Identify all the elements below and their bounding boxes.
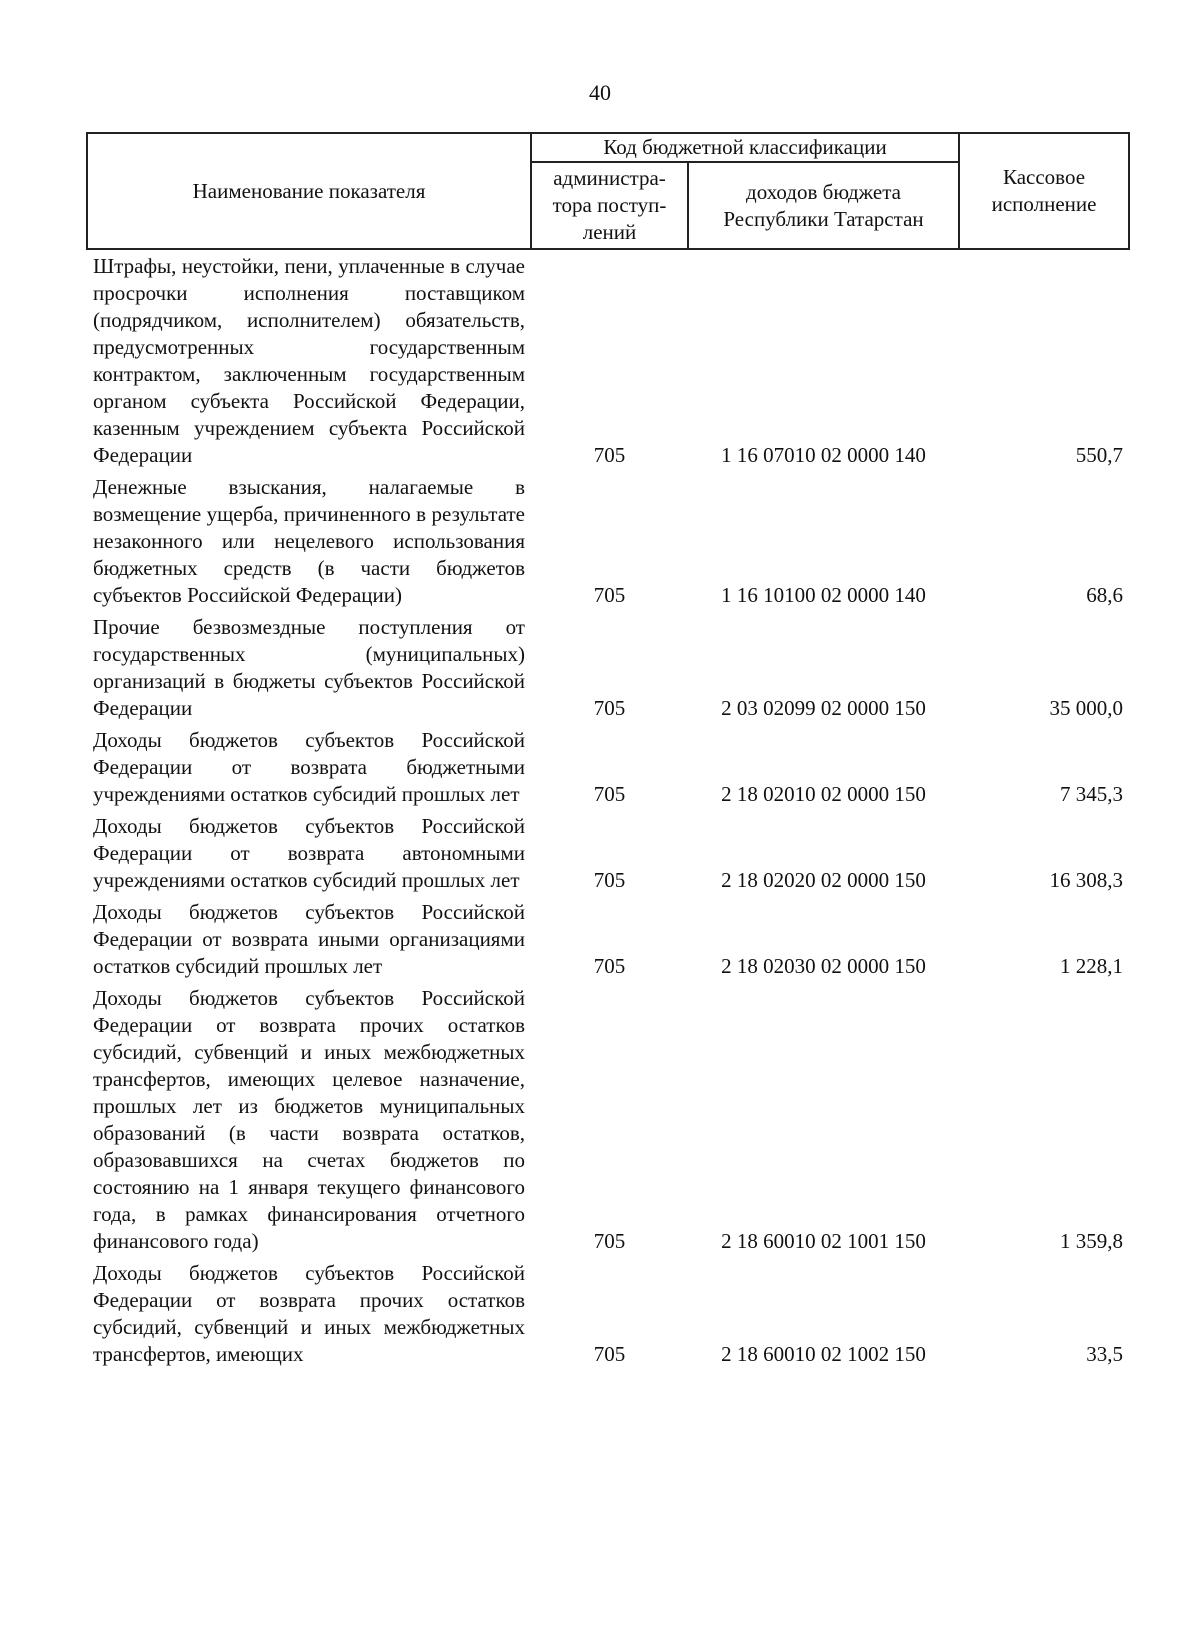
table-body (87, 249, 1129, 1370)
row-name: Доходы бюджетов субъектов Российской Федерации от возврата бюджетными учреждениями остатков субсидий прошлых лет (93, 728, 525, 806)
header-code-group: Код бюджетной классификации (531, 133, 959, 162)
table-header (87, 133, 1129, 249)
row-name: Доходы бюджетов субъектов Российской Федерации от возврата прочих остатков субсидий, субвенций и иных межбюджетных трансфертов, имеющих (93, 1261, 525, 1366)
header-amount: Кассовое исполнение (959, 133, 1129, 249)
table-row (87, 471, 1129, 611)
row-amount: 1 359,8 (1060, 1229, 1124, 1253)
row-name: Доходы бюджетов субъектов Российской Федерации от возврата автономными учреждениями остатков субсидий прошлых лет (93, 814, 525, 892)
row-amount: 16 308,3 (1049, 868, 1124, 892)
row-name: Доходы бюджетов субъектов Российской Федерации от возврата прочих остатков субсидий, субвенций и иных межбюджетных трансфертов, имеющих целевое назначение, прошлых лет из бюджетов муниципальных образований (в части возврата остатков, образовавшихся на счетах бюджетов по состоянию на 1 января текущего финансового года, в рамках финансирования отчетного финансового года) (93, 986, 525, 1253)
row-code: 2 18 02010 02 0000 150 (721, 782, 926, 806)
table-row (87, 982, 1129, 1257)
row-amount: 33,5 (1086, 1342, 1124, 1366)
row-code: 2 18 60010 02 1002 150 (721, 1342, 926, 1366)
table-row (87, 896, 1129, 982)
header-revenue-code: доходов бюджета Республики Татарстан (688, 162, 959, 249)
table-row (87, 724, 1129, 810)
table-row (87, 1257, 1129, 1370)
row-amount: 1 228,1 (1060, 954, 1124, 978)
row-admin: 705 (593, 583, 626, 607)
row-code: 2 18 02020 02 0000 150 (721, 868, 926, 892)
row-amount: 7 345,3 (1060, 782, 1124, 806)
row-code: 2 03 02099 02 0000 150 (721, 696, 926, 720)
row-amount: 35 000,0 (1049, 696, 1124, 720)
row-name: Денежные взыскания, налагаемые в возмещение ущерба, причиненного в результате незаконного или нецелевого использования бюджетных средств (в части бюджетов субъектов Российской Федерации) (93, 475, 525, 607)
row-admin: 705 (593, 696, 626, 720)
table-row (87, 249, 1129, 471)
row-code: 2 18 02030 02 0000 150 (721, 954, 926, 978)
row-admin: 705 (593, 954, 626, 978)
row-code: 1 16 10100 02 0000 140 (721, 583, 926, 607)
budget-table (86, 132, 1130, 1370)
row-amount: 68,6 (1086, 583, 1124, 607)
row-admin: 705 (593, 1229, 626, 1253)
header-name: Наименование показателя (87, 133, 531, 249)
row-admin: 705 (593, 868, 626, 892)
row-admin: 705 (593, 782, 626, 806)
row-name: Штрафы, неустойки, пени, уплаченные в случае просрочки исполнения поставщиком (подрядчиком, исполнителем) обязательств, предусмотренных государственным контрактом, заключенным государственным органом субъекта Российской Федерации, казенным учреждением субъекта Российской Федерации (93, 254, 525, 467)
row-admin: 705 (593, 1342, 626, 1366)
row-code: 2 18 60010 02 1001 150 (721, 1229, 926, 1253)
row-name: Прочие безвозмездные поступления от государственных (муниципальных) организаций в бюджеты субъектов Российской Федерации (93, 615, 525, 720)
table-row (87, 611, 1129, 724)
row-admin: 705 (593, 443, 626, 467)
row-name: Доходы бюджетов субъектов Российской Федерации от возврата иными организациями остатков субсидий прошлых лет (93, 900, 525, 978)
row-amount: 550,7 (1075, 443, 1124, 467)
row-code: 1 16 07010 02 0000 140 (721, 443, 926, 467)
page-number: 40 (589, 80, 611, 105)
header-admin: администра-тора поступ-лений (531, 162, 688, 249)
table-row (87, 810, 1129, 896)
